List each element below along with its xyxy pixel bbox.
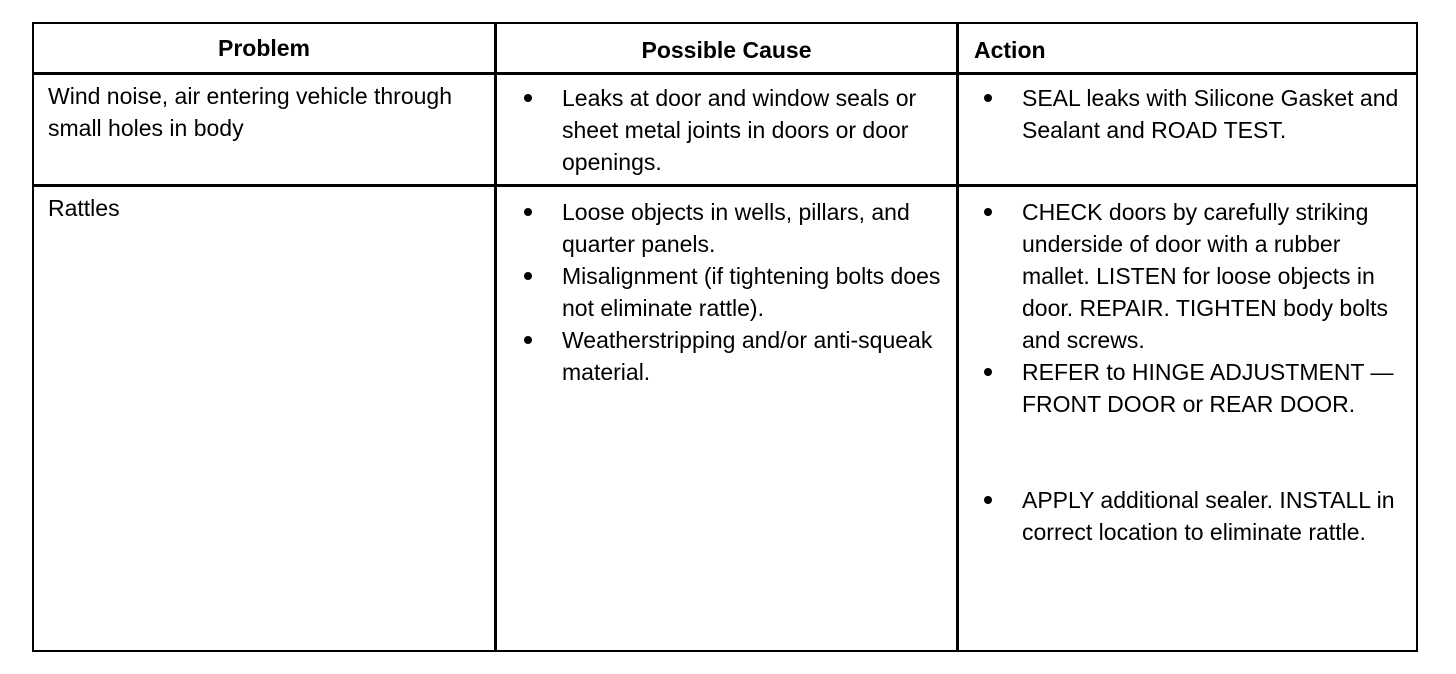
bullet-icon — [984, 496, 992, 504]
header-action: Action — [974, 37, 1046, 63]
cause-text: Leaks at door and window seals or sheet metal joints in doors or door openings. — [562, 85, 917, 175]
bullet-icon — [984, 94, 992, 102]
cause-text: Loose objects in wells, pillars, and quarter panels. — [562, 199, 910, 257]
list-item — [972, 196, 1412, 356]
bullet-icon — [524, 272, 532, 280]
action-text: APPLY additional sealer. INSTALL in correct location to eliminate rattle. — [1022, 487, 1395, 545]
list-item — [972, 484, 1412, 548]
problem-cell: Rattles — [48, 195, 120, 221]
list-item — [972, 82, 1412, 146]
cause-text: Weatherstripping and/or anti-squeak material. — [562, 327, 933, 385]
action-list — [972, 82, 1412, 146]
bullet-icon — [524, 94, 532, 102]
list-item — [512, 82, 952, 178]
troubleshooting-table — [32, 22, 1418, 652]
list-item — [512, 260, 952, 324]
row-divider — [34, 184, 1416, 187]
action-text: REFER to HINGE ADJUSTMENT — FRONT DOOR or REAR DOOR. — [1022, 359, 1394, 417]
problem-cell: Wind noise, air entering vehicle through small holes in body — [48, 83, 453, 141]
list-item — [972, 356, 1412, 420]
bullet-icon — [984, 368, 992, 376]
list-item — [512, 196, 952, 260]
header-possible-cause: Possible Cause — [641, 37, 812, 63]
bullet-icon — [524, 208, 532, 216]
row-divider — [34, 72, 1416, 75]
column-divider — [956, 24, 959, 650]
cause-text: Misalignment (if tightening bolts does not eliminate rattle). — [562, 263, 941, 321]
header-problem: Problem — [217, 35, 311, 61]
column-divider — [494, 24, 497, 650]
cause-list — [512, 196, 952, 388]
bullet-icon — [984, 208, 992, 216]
action-text: CHECK doors by carefully striking underside of door with a rubber mallet. LISTEN for loose objects in door. REPAIR. TIGHTEN body bolts and screws. — [1022, 199, 1389, 353]
action-list — [972, 196, 1412, 548]
bullet-icon — [524, 336, 532, 344]
cause-list — [512, 82, 952, 178]
list-item — [512, 324, 952, 388]
action-text: SEAL leaks with Silicone Gasket and Sealant and ROAD TEST. — [1022, 85, 1399, 143]
